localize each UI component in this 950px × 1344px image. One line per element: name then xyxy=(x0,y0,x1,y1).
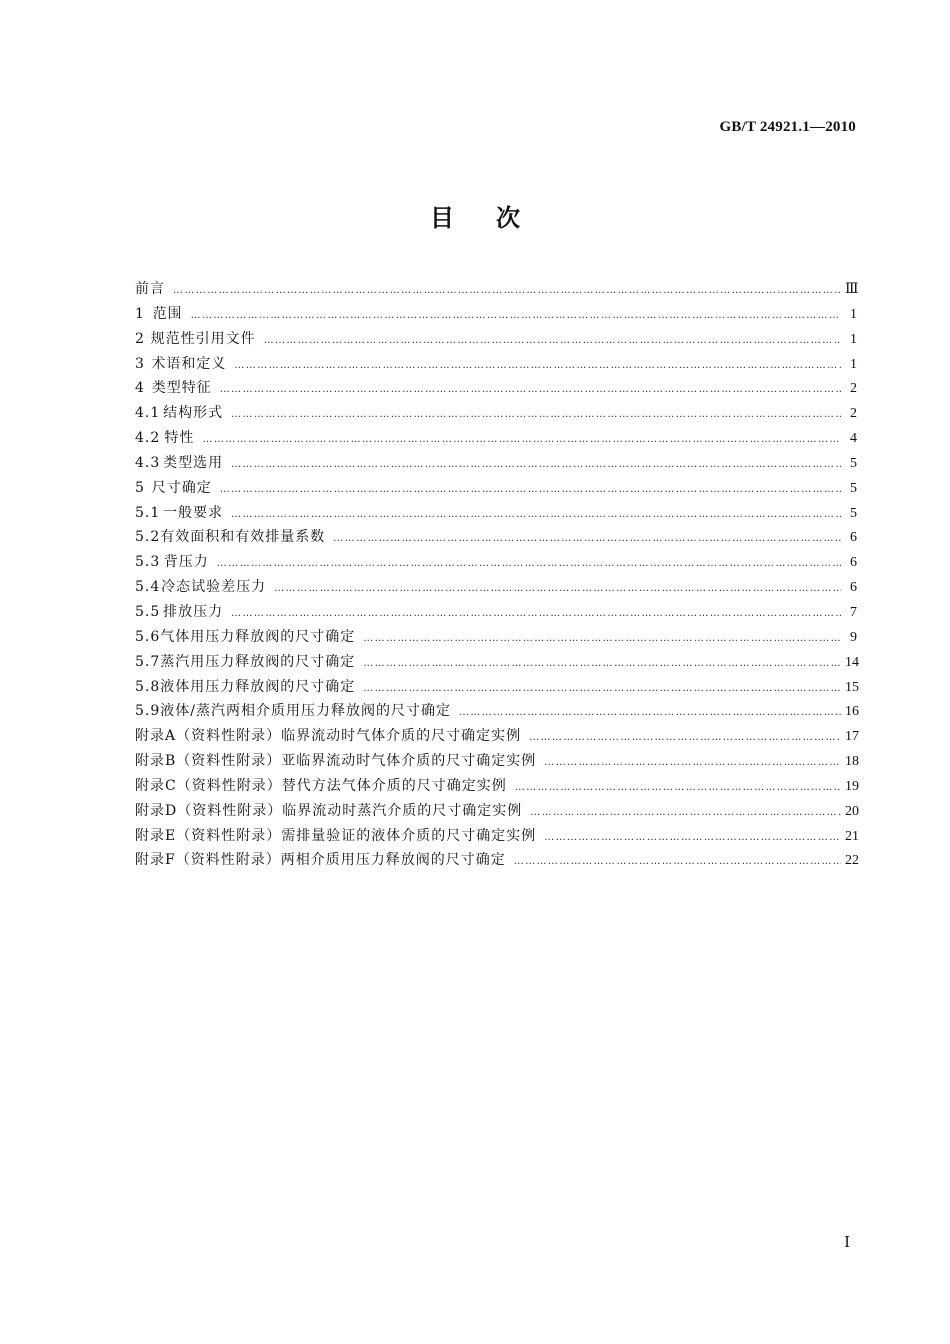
dot-leader xyxy=(544,757,841,768)
dot-leader xyxy=(530,807,841,818)
dot-leader xyxy=(363,683,841,694)
toc-entry-page: 1 xyxy=(850,331,857,347)
toc-entry[interactable] xyxy=(135,353,857,378)
toc-entry[interactable] xyxy=(135,502,857,527)
dot-leader xyxy=(173,285,841,296)
toc-entry-number: 5.9 xyxy=(135,703,161,720)
toc-entry-number: 附录C（资料性附录） xyxy=(135,777,282,794)
toc-entry-title: 尺寸确定 xyxy=(151,479,212,496)
standard-number: GB/T 24921.1—2010 xyxy=(719,119,856,135)
dot-leader xyxy=(333,533,841,544)
toc-entry-title: 气体用压力释放阀的尺寸确定 xyxy=(160,628,356,645)
toc-entry[interactable] xyxy=(135,775,857,800)
toc-entry-page: 6 xyxy=(850,555,857,571)
toc-entry[interactable] xyxy=(135,551,857,576)
dot-leader xyxy=(264,335,841,346)
toc-entry-number: 5.2 xyxy=(135,529,161,546)
toc-entry-page: 6 xyxy=(850,580,857,596)
toc-entry[interactable] xyxy=(135,303,857,328)
toc-entry-number: 附录A（资料性附录） xyxy=(135,728,282,745)
toc-entry-page: 5 xyxy=(850,505,857,521)
toc-entry-number: 3 xyxy=(135,355,145,372)
toc-entry-title: 前言 xyxy=(135,281,165,297)
dot-leader xyxy=(363,633,841,644)
toc-entry-page: 5 xyxy=(850,455,857,471)
toc-entry-number: 5 xyxy=(135,479,145,496)
dot-leader xyxy=(363,658,841,669)
dot-leader xyxy=(459,707,841,718)
toc-entry-page: 2 xyxy=(850,406,857,422)
toc-entry[interactable] xyxy=(135,725,857,750)
toc-entry[interactable] xyxy=(135,700,857,725)
toc-entry-number: 5.8 xyxy=(135,678,161,695)
toc-entry-number: 5.6 xyxy=(135,628,161,645)
dot-leader xyxy=(514,856,841,867)
toc-entry-number: 5.7 xyxy=(135,653,161,670)
toc-entry-number: 4 xyxy=(135,380,145,397)
toc-entry-number: 附录E（资料性附录） xyxy=(135,827,282,844)
toc-entry[interactable] xyxy=(135,526,857,551)
toc-entry[interactable] xyxy=(135,601,857,626)
toc-entry-title: 类型特征 xyxy=(151,380,212,397)
toc-entry[interactable] xyxy=(135,328,857,353)
toc-entry-page: 1 xyxy=(850,306,857,322)
toc-entry-number: 5.5 xyxy=(135,603,161,620)
toc-entry[interactable] xyxy=(135,477,857,502)
toc-entry[interactable] xyxy=(135,651,857,676)
toc-entry-title: 排放压力 xyxy=(163,603,224,620)
toc-entry-number: 附录D（资料性附录） xyxy=(135,802,283,819)
toc-entry-page: 1 xyxy=(850,356,857,372)
toc-entry-title: 亚临界流动时气体介质的尺寸确定实例 xyxy=(281,753,537,770)
dot-leader xyxy=(217,558,841,569)
toc-entry-title: 两相介质用压力释放阀的尺寸确定 xyxy=(280,852,506,869)
toc-entry-title: 背压力 xyxy=(163,554,209,571)
toc-entry-page: 14 xyxy=(845,654,859,670)
dot-leader xyxy=(529,732,841,743)
toc-entry[interactable] xyxy=(135,750,857,775)
dot-leader xyxy=(544,832,841,843)
toc-entry-title: 液体/蒸汽两相介质用压力释放阀的尺寸确定 xyxy=(160,703,451,720)
toc-entry[interactable] xyxy=(135,278,857,303)
toc-entry-page: 19 xyxy=(845,778,859,794)
toc-entry-page: 7 xyxy=(850,604,857,620)
toc-entry-number: 4.3 xyxy=(135,454,161,471)
dot-leader xyxy=(220,484,841,495)
dot-leader xyxy=(234,360,841,371)
toc-entry[interactable] xyxy=(135,676,857,701)
dot-leader xyxy=(202,434,841,445)
toc-entry-title: 冷态试验差压力 xyxy=(161,579,267,596)
toc-entry-number: 2 xyxy=(135,330,145,347)
toc-entry-title: 特性 xyxy=(164,430,195,447)
page-number: Ⅰ xyxy=(844,1235,850,1251)
dot-leader xyxy=(220,384,841,395)
toc-entry-page: 6 xyxy=(850,530,857,546)
toc-entry-title: 临界流动时气体介质的尺寸确定实例 xyxy=(281,728,522,745)
toc-entry-page: 18 xyxy=(845,754,859,770)
toc-entry-title: 结构形式 xyxy=(163,405,224,422)
toc-entry-title: 类型选用 xyxy=(163,454,224,471)
toc-entry-page: 4 xyxy=(850,431,857,447)
toc-entry-title: 一般要求 xyxy=(163,504,224,521)
toc-entry-title: 替代方法气体介质的尺寸确定实例 xyxy=(281,777,507,794)
toc-entry-page: 21 xyxy=(845,828,859,844)
toc-entry-title: 需排量验证的液体介质的尺寸确定实例 xyxy=(281,827,537,844)
toc-entry-title: 规范性引用文件 xyxy=(150,330,256,347)
toc-entry-page: 17 xyxy=(845,729,859,745)
page-title: 目次 xyxy=(430,203,562,232)
dot-leader xyxy=(231,608,841,619)
toc-entry[interactable] xyxy=(135,402,857,427)
toc-entry-page: 20 xyxy=(845,803,859,819)
toc-entry-title: 液体用压力释放阀的尺寸确定 xyxy=(160,678,356,695)
dot-leader xyxy=(191,310,841,321)
toc-entry-page: 5 xyxy=(850,480,857,496)
toc-entry[interactable] xyxy=(135,576,857,601)
toc-entry-number: 4.2 xyxy=(135,430,161,447)
toc-entry-title: 范围 xyxy=(152,305,183,322)
toc-entry-number: 5.1 xyxy=(135,504,161,521)
toc-entry-page: 16 xyxy=(845,704,859,720)
dot-leader xyxy=(231,409,841,420)
toc-entry-page: 9 xyxy=(850,629,857,645)
toc-entry[interactable] xyxy=(135,377,857,402)
toc-entry-title: 临界流动时蒸汽介质的尺寸确定实例 xyxy=(282,802,523,819)
toc-entry-number: 5.4 xyxy=(135,579,161,596)
toc-entry[interactable] xyxy=(135,825,857,850)
dot-leader xyxy=(231,459,841,470)
toc-entry[interactable] xyxy=(135,427,857,452)
toc-entry-number: 附录B（资料性附录） xyxy=(135,753,282,770)
toc-entry[interactable] xyxy=(135,626,857,651)
dot-leader xyxy=(274,583,841,594)
toc-entry-number: 1 xyxy=(135,305,145,322)
table-of-contents xyxy=(135,278,857,874)
dot-leader xyxy=(515,782,841,793)
toc-entry-page: 15 xyxy=(845,679,859,695)
toc-entry-title: 术语和定义 xyxy=(151,355,227,372)
toc-entry-number: 5.3 xyxy=(135,554,161,571)
toc-entry-title: 蒸汽用压力释放阀的尺寸确定 xyxy=(160,653,356,670)
toc-entry[interactable] xyxy=(135,800,857,825)
toc-entry-number: 附录F（资料性附录） xyxy=(135,852,281,869)
toc-entry[interactable] xyxy=(135,452,857,477)
toc-entry-page: 2 xyxy=(850,381,857,397)
toc-entry-number: 4.1 xyxy=(135,405,161,422)
toc-entry[interactable] xyxy=(135,849,857,874)
dot-leader xyxy=(231,509,841,520)
toc-entry-page: 22 xyxy=(845,853,859,869)
toc-entry-title: 有效面积和有效排量系数 xyxy=(160,529,326,546)
toc-entry-page: Ⅲ xyxy=(845,282,859,297)
